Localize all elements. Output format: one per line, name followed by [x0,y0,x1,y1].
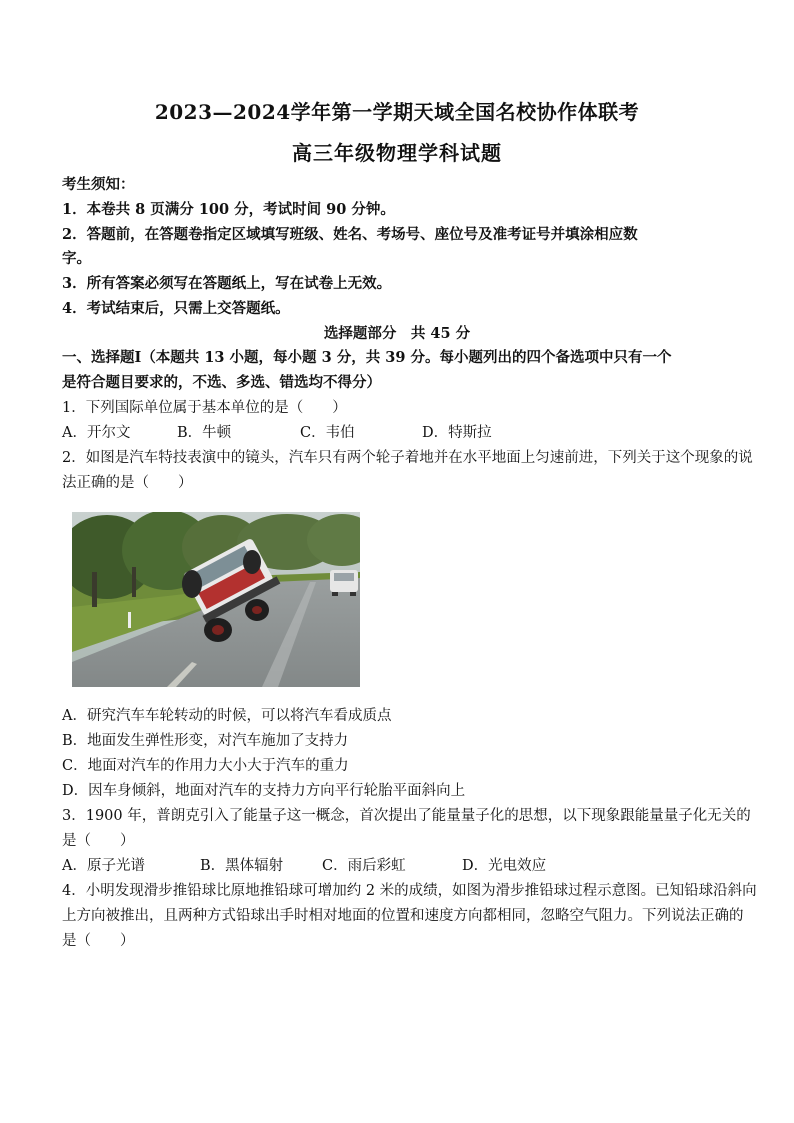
section-intro: 是符合题目要求的，不选、多选、错选均不得分） [62,374,381,391]
q3-option-d: D．光电效应 [462,858,547,874]
q1-option-c: C．韦伯 [300,425,355,441]
q4-stem: 上方向被推出，且两种方式铅球出手时相对地面的位置和速度方向都相同，忽略空气阻力。下列说法正确的 [62,908,744,924]
q3-option-a: A．原子光谱 [62,858,145,874]
notice-item: 3．所有答案必须写在答题纸上，写在试卷上无效。 [62,275,392,292]
exam-title: 2023—2024学年第一学期天域全国名校协作体联考 [154,100,640,124]
q3-stem: 是（ ） [62,833,135,849]
q1-option-b: B．牛顿 [177,425,232,441]
q3-stem: 3．1900 年，普朗克引入了能量子这一概念，首次提出了能量量子化的思想，以下现象跟能量量子化无关的 [62,808,751,824]
q2-stem: 法正确的是（ ） [62,475,193,491]
q3-option-b: B．黑体辐射 [200,858,284,874]
q3-option-c: C．雨后彩虹 [322,858,406,874]
notice-heading: 考生须知： [62,176,135,193]
q4-stem: 4．小明发现滑步推铅球比原地推铅球可增加约 2 米的成绩，如图为滑步推铅球过程示意图。已知铅球沿斜向 [62,883,757,899]
q1-stem: 1．下列国际单位属于基本单位的是（ ） [62,400,347,416]
notice-item: 4．考试结束后，只需上交答题纸。 [62,300,290,317]
q2-option-a: A．研究汽车车轮转动的时候，可以将汽车看成质点 [62,708,392,724]
q1-option-d: D．特斯拉 [422,425,492,441]
q2-option-c: C．地面对汽车的作用力大小大于汽车的重力 [62,758,349,774]
section-intro: 一、选择题Ⅰ（本题共 13 小题，每小题 3 分，共 39 分。每小题列出的四个备选项中只有一个 [62,349,672,366]
notice-item: 2．答题前，在答题卷指定区域填写班级、姓名、考场号、座位号及准考证号并填涂相应数 [62,226,638,243]
q2-stem: 2．如图是汽车特技表演中的镜头，汽车只有两个轮子着地并在水平地面上匀速前进，下列关于这个现象的说 [62,450,753,466]
q1-option-a: A．开尔文 [62,425,131,441]
exam-subtitle: 高三年级物理学科试题 [292,141,502,165]
q2-option-b: B．地面发生弹性形变，对汽车施加了支持力 [62,733,349,749]
notice-item: 字。 [62,250,91,267]
notice-item: 1．本卷共 8 页满分 100 分，考试时间 90 分钟。 [62,201,395,218]
car-stunt-photo [72,512,360,687]
section-title: 选择题部分 共 45 分 [323,325,471,342]
q2-option-d: D．因车身倾斜，地面对汽车的支持力方向平行轮胎平面斜向上 [62,783,466,799]
q4-stem: 是（ ） [62,933,135,949]
